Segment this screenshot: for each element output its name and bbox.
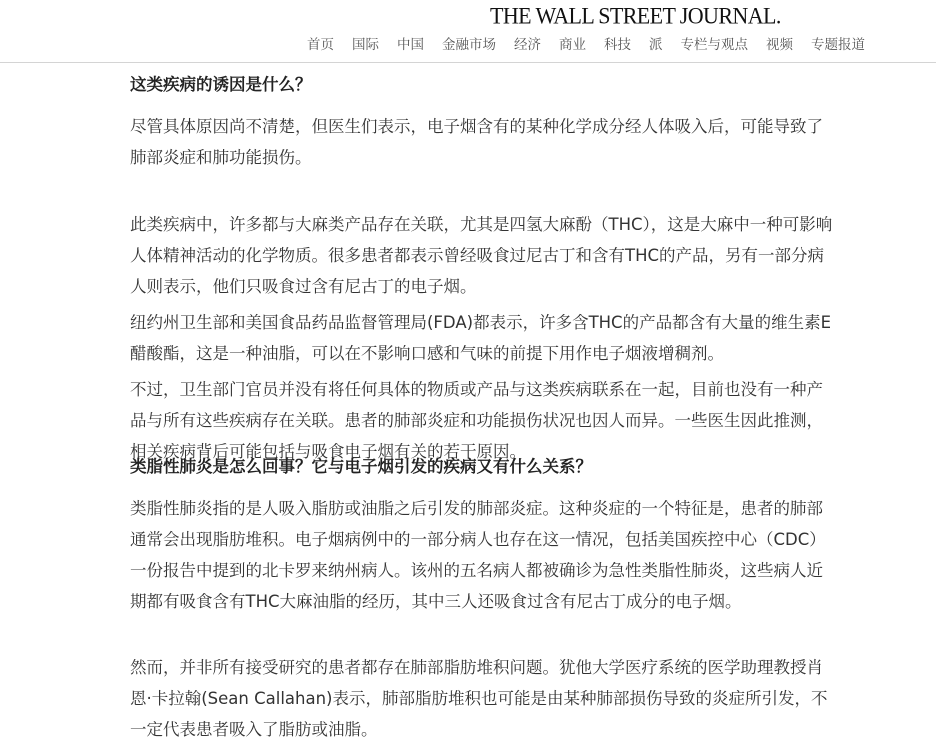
article-paragraph: 纽约州卫生部和美国食品药品监督管理局(FDA)都表示，许多含THC的产品都含有大量的维生素E醋酸酯，这是一种油脂，可以在不影响口感和气味的前提下用作电子烟液增稠剂。 [130,313,832,363]
nav-markets[interactable]: 金融市场 [442,37,496,53]
main-nav [307,36,865,54]
wsj-logo[interactable]: THE WALL STREET JOURNAL. [490,2,781,29]
article-paragraph: 类脂性肺炎指的是人吸入脂肪或油脂之后引发的肺部炎症。这种炎症的一个特征是，患者的肺部通常会出现脂肪堆积。电子烟病例中的一部分病人也存在这一情况，包括美国疾控中心（CDC）一份报告中提到的北卡罗来纳州病人。该州的五名病人都被确诊为急性类脂性肺炎，这些病人近期都有吸食含有THC大麻油脂的经历，其中三人还吸食过含有尼古丁成分的电子烟。 [130,499,826,611]
nav-economy[interactable]: 经济 [514,37,541,53]
article-paragraph: 然而，并非所有接受研究的患者都存在肺部脂肪堆积问题。犹他大学医疗系统的医学助理教授肖恩·卡拉翰(Sean Callahan)表示，肺部脂肪堆积也可能是由某种肺部损伤导致的炎症所引发，不一定代表患者吸入了脂肪或油脂。 [130,658,828,739]
nav-home[interactable]: 首页 [307,37,334,53]
nav-tech[interactable]: 科技 [604,37,631,53]
nav-business[interactable]: 商业 [559,37,586,53]
article-paragraph: 不过，卫生部门官员并没有将任何具体的物质或产品与这类疾病联系在一起，目前也没有一种产品与所有这些疾病存在关联。患者的肺部炎症和功能损伤状况也因人而异。一些医生因此推测，相关疾病背后可能包括与吸食电子烟有关的若干原因。 [130,380,823,461]
section-heading: 这类疾病的诱因是什么？ [130,75,312,94]
nav-china[interactable]: 中国 [397,37,424,53]
nav-opinion[interactable]: 专栏与观点 [680,37,748,53]
nav-video[interactable]: 视频 [766,37,793,53]
section-heading: 类脂性肺炎是怎么回事？它与电子烟引发的疾病又有什么关系？ [130,457,592,476]
site-header [0,0,936,63]
nav-special-reports[interactable]: 专题报道 [811,37,865,53]
nav-world[interactable]: 国际 [352,37,379,53]
article-paragraph: 尽管具体原因尚不清楚，但医生们表示，电子烟含有的某种化学成分经人体吸入后，可能导致了肺部炎症和肺功能损伤。 [130,117,823,167]
article-paragraph: 此类疾病中，许多都与大麻类产品存在关联，尤其是四氢大麻酚（THC），这是大麻中一种可影响人体精神活动的化学物质。很多患者都表示曾经吸食过尼古丁和含有THC的产品，另有一部分病人则表示，他们只吸食过含有尼古丁的电子烟。 [130,215,833,296]
nav-pai[interactable]: 派 [649,37,663,53]
